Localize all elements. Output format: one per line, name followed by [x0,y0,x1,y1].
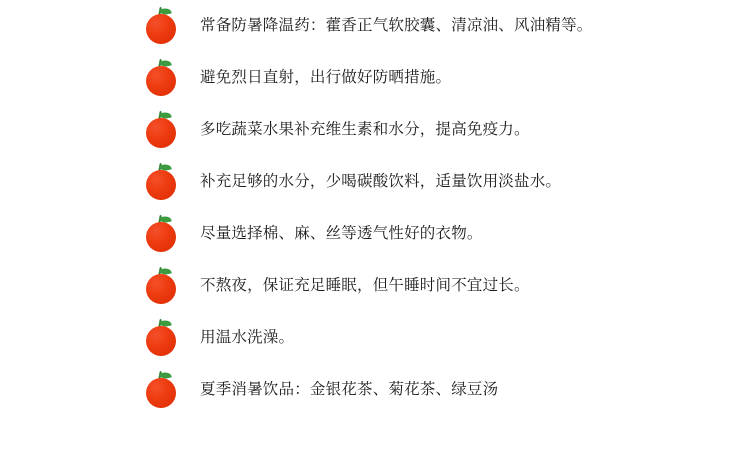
list-item [0,52,730,104]
list-item-text: 用温水洗澡。 [200,329,295,347]
list-item-text: 夏季消暑饮品：金银花茶、菊花茶、绿豆汤 [200,381,499,399]
list-item-text: 不熬夜，保证充足睡眠，但午睡时间不宜过长。 [200,277,530,295]
list-item-text: 常备防暑降温药：藿香正气软胶囊、清凉油、风油精等。 [200,17,593,35]
tomato-bullet-icon [142,58,178,98]
list-item [0,104,730,156]
list-item [0,312,730,364]
list-item [0,364,730,416]
list-item-text: 避免烈日直射，出行做好防晒措施。 [200,69,452,87]
list-item-text: 多吃蔬菜水果补充维生素和水分，提高免疫力。 [200,121,530,139]
tomato-bullet-icon [142,318,178,358]
tomato-bullet-icon [142,6,178,46]
list-item [0,208,730,260]
list-item-text: 尽量选择棉、麻、丝等透气性好的衣物。 [200,225,483,243]
tomato-bullet-icon [142,370,178,410]
list-item [0,260,730,312]
list-item [0,156,730,208]
tomato-bullet-icon [142,110,178,150]
list-item [0,0,730,52]
list-item-text: 补充足够的水分，少喝碳酸饮料，适量饮用淡盐水。 [200,173,562,191]
tomato-bullet-icon [142,214,178,254]
tomato-bullet-icon [142,162,178,202]
tomato-bullet-icon [142,266,178,306]
